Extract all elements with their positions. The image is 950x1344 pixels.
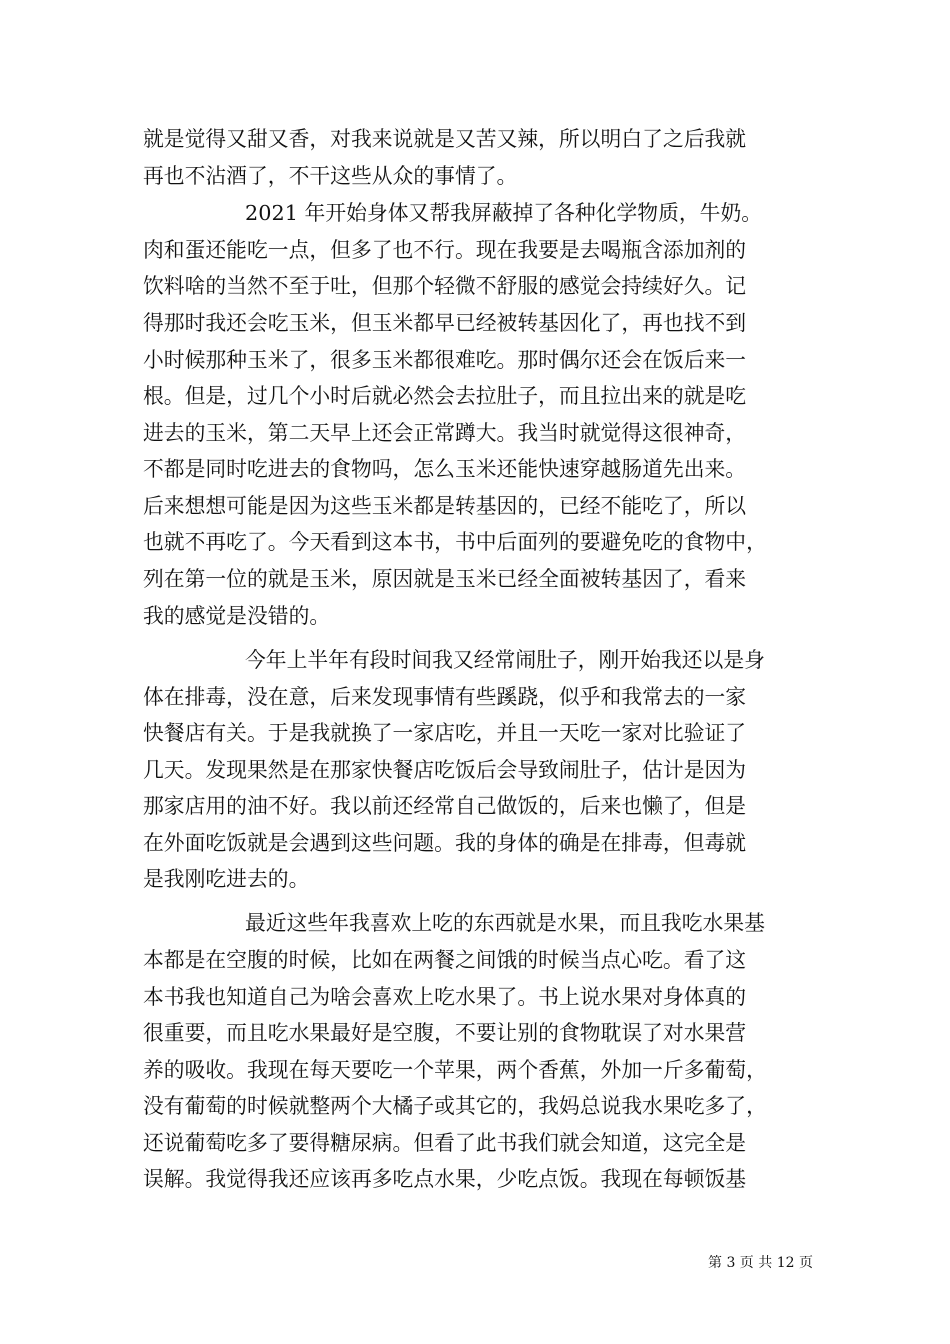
text-line: 也就不再吃了。今天看到这本书，书中后面列的要避免吃的食物中， xyxy=(143,530,767,554)
text-line: 我的感觉是没错的。 xyxy=(143,604,331,628)
text-line: 在外面吃饭就是会遇到这些问题。我的身体的确是在排毒，但毒就 xyxy=(143,831,747,855)
text-line: 没有葡萄的时候就整两个大橘子或其它的，我妈总说我水果吃多了， xyxy=(143,1094,767,1118)
text-line: 肉和蛋还能吃一点，但多了也不行。现在我要是去喝瓶含添加剂的 xyxy=(143,238,747,262)
text-line: 是我刚吃进去的。 xyxy=(143,867,310,891)
text-line: 养的吸收。我现在每天要吃一个苹果，两个香蕉，外加一斤多葡萄， xyxy=(143,1058,767,1082)
paragraph-first-line: 今年上半年有段时间我又经常闹肚子，刚开始我还以是身 xyxy=(245,648,765,672)
text-line: 列在第一位的就是玉米，原因就是玉米已经全面被转基因了，看来 xyxy=(143,567,747,591)
text-line: 误解。我觉得我还应该再多吃点水果，少吃点饭。我现在每顿饭基 xyxy=(143,1167,747,1191)
paragraph-first-line: 最近这些年我喜欢上吃的东西就是水果，而且我吃水果基 xyxy=(245,911,765,935)
paragraph-first-line: 2021 年开始身体又帮我屏蔽掉了各种化学物质，牛奶。 xyxy=(245,201,763,225)
text-line: 很重要，而且吃水果最好是空腹，不要让别的食物耽误了对水果营 xyxy=(143,1021,747,1045)
text-line: 就是觉得又甜又香，对我来说就是又苦又辣，所以明白了之后我就 xyxy=(143,127,747,151)
text-line: 本都是在空腹的时候，比如在两餐之间饿的时候当点心吃。看了这 xyxy=(143,948,747,972)
text-line: 那家店用的油不好。我以前还经常自己做饭的，后来也懒了，但是 xyxy=(143,794,747,818)
text-line: 体在排毒，没在意，后来发现事情有些蹊跷，似乎和我常去的一家 xyxy=(143,685,747,709)
text-line: 进去的玉米，第二天早上还会正常蹲大。我当时就觉得这很神奇， xyxy=(143,421,747,445)
text-line: 饮料啥的当然不至于吐，但那个轻微不舒服的感觉会持续好久。记 xyxy=(143,274,747,298)
text-line: 得那时我还会吃玉米，但玉米都早已经被转基因化了，再也找不到 xyxy=(143,311,747,335)
text-line: 还说葡萄吃多了要得糖尿病。但看了此书我们就会知道，这完全是 xyxy=(143,1131,747,1155)
text-line: 小时候那种玉米了，很多玉米都很难吃。那时偶尔还会在饭后来一 xyxy=(143,348,747,372)
text-line: 不都是同时吃进去的食物吗，怎么玉米还能快速穿越肠道先出来。 xyxy=(143,457,747,481)
page-number-footer: 第 3 页 共 12 页 xyxy=(708,1255,813,1271)
text-line: 几天。发现果然是在那家快餐店吃饭后会导致闹肚子，估计是因为 xyxy=(143,758,747,782)
text-line: 后来想想可能是因为这些玉米都是转基因的，已经不能吃了，所以 xyxy=(143,494,747,518)
text-line: 本书我也知道自己为啥会喜欢上吃水果了。书上说水果对身体真的 xyxy=(143,985,747,1009)
text-line: 快餐店有关。于是我就换了一家店吃，并且一天吃一家对比验证了 xyxy=(143,721,747,745)
text-line: 再也不沾酒了，不干这些从众的事情了。 xyxy=(143,164,518,188)
text-line: 根。但是，过几个小时后就必然会去拉肚子，而且拉出来的就是吃 xyxy=(143,384,747,408)
